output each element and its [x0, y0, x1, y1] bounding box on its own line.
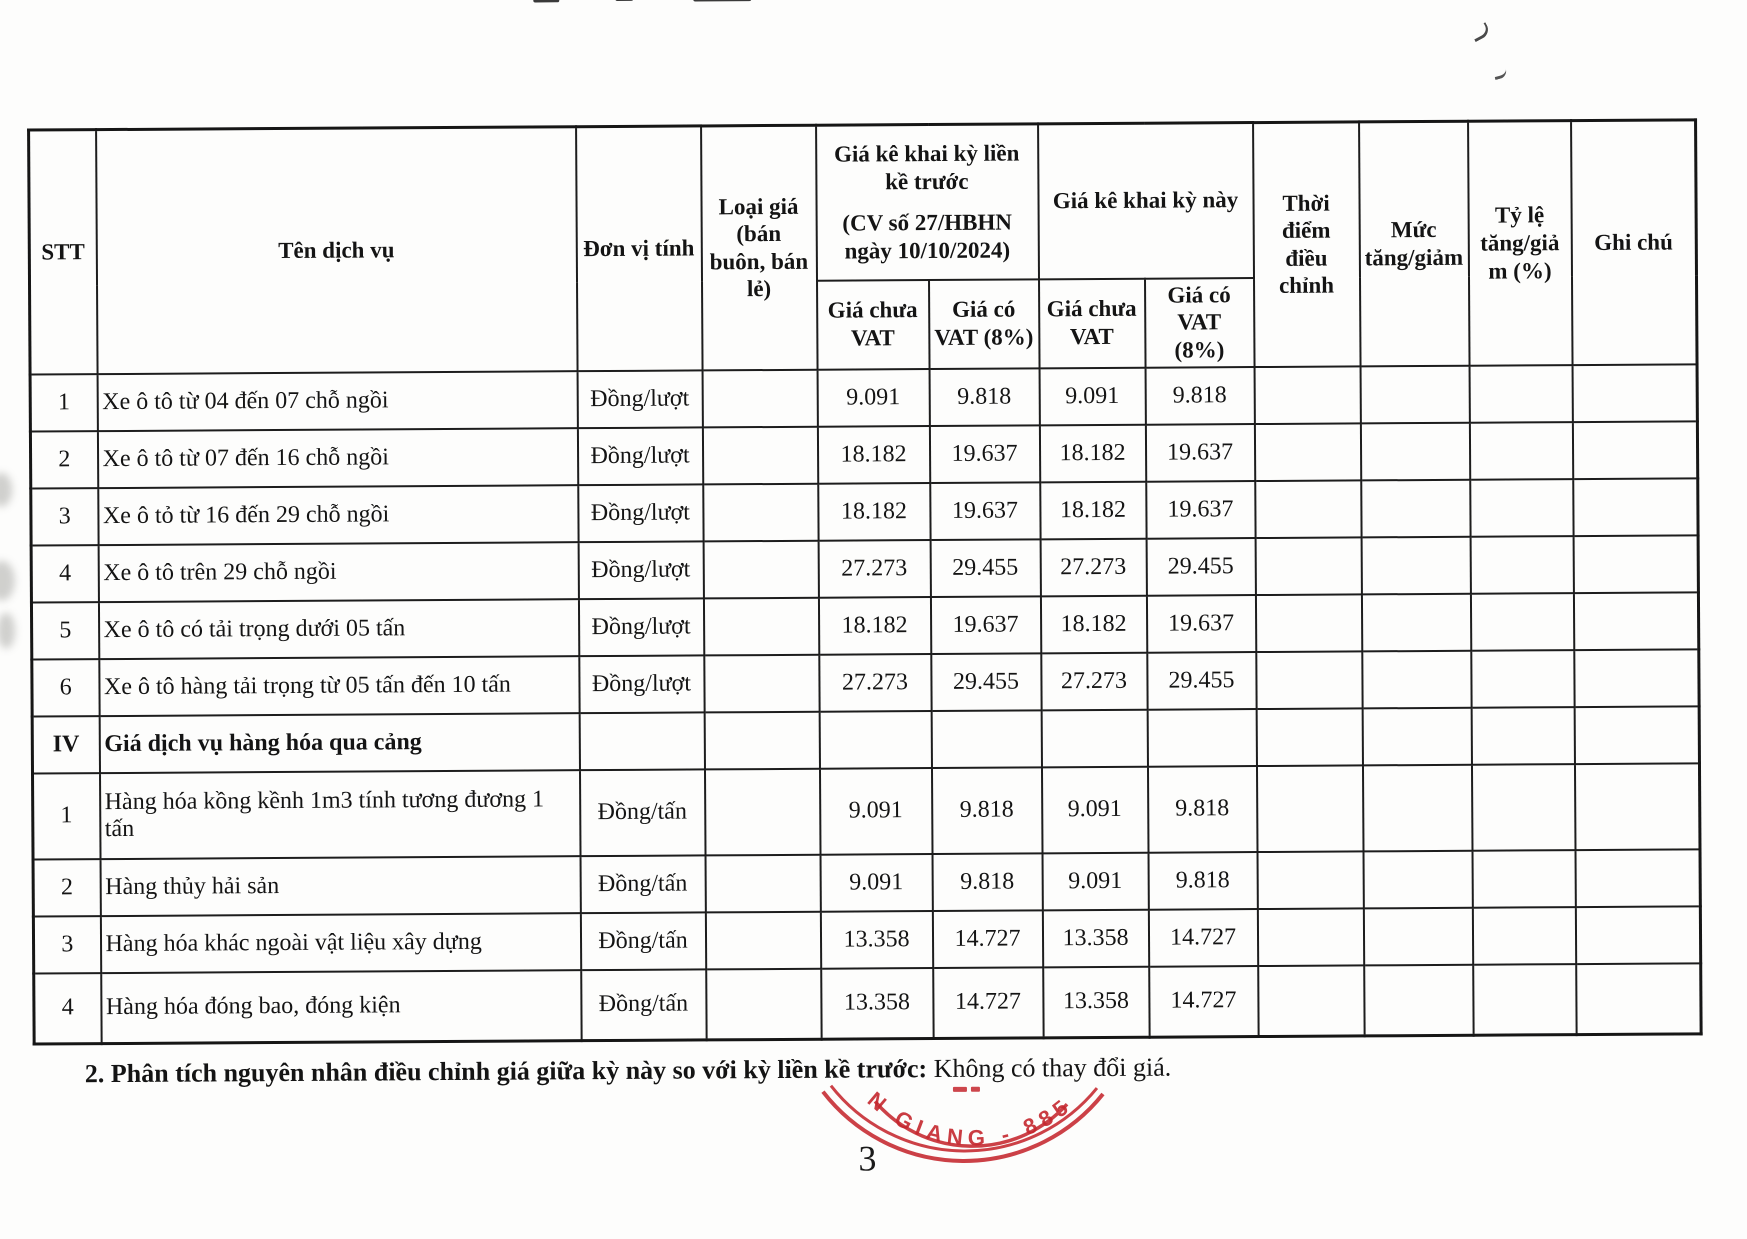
cell-change-amount [1360, 422, 1469, 480]
col-header-change-amount: Mức tăng/giảm [1359, 121, 1469, 366]
cell-adjust-time [1255, 537, 1361, 595]
stamp-arc-text: N GIANG - 885 [862, 1086, 1078, 1151]
cell-stt: 4 [34, 973, 101, 1044]
col-header-change-pct: Tỷ lệ tăng/giảm (%) [1468, 121, 1572, 366]
cell-curr-vat: 19.637 [1146, 481, 1255, 539]
cell-prev-vat: 29.455 [931, 653, 1041, 711]
scan-artifact [0, 473, 12, 507]
cell-curr-vat: 19.637 [1146, 595, 1255, 653]
cell-prev-no-vat: 18.182 [818, 483, 930, 541]
cell-change-amount [1362, 707, 1471, 765]
col-group-current-period [1038, 123, 1254, 279]
cell-change-pct [1471, 650, 1574, 708]
cell-prev-no-vat: 13.358 [821, 968, 933, 1040]
cell-stt: 2 [30, 431, 97, 488]
cell-service: Xe ô tô từ 04 đến 07 chỗ ngồi [97, 371, 577, 431]
cell-prev-no-vat: 27.273 [819, 654, 931, 712]
circular-stamp [805, 1082, 1126, 1229]
cell-curr-vat [1147, 709, 1256, 767]
cell-adjust-time [1256, 708, 1362, 766]
cell-service: Hàng hóa đóng bao, đóng kiện [101, 970, 581, 1044]
scan-artifact [1493, 66, 1508, 80]
table-row [31, 535, 1698, 602]
cell-price-type [702, 426, 817, 484]
cell-prev-no-vat: 27.273 [818, 540, 930, 598]
cell-change-pct [1472, 907, 1575, 965]
cell-unit: Đồng/tấn [580, 912, 705, 970]
cell-adjust-time [1254, 423, 1360, 481]
cell-prev-no-vat: 13.358 [820, 911, 932, 969]
cell-curr-vat: 29.455 [1146, 538, 1255, 596]
analysis-note-label: 2. Phân tích nguyên nhân điều chỉnh giá giữa kỳ này so với kỳ liền kề trước: [84, 1054, 928, 1089]
cell-curr-no-vat: 27.273 [1040, 538, 1146, 596]
cell-change-pct [1470, 593, 1573, 651]
cell-change-pct [1472, 850, 1575, 908]
table-row [33, 763, 1700, 859]
cell-unit: Đồng/tấn [579, 769, 705, 856]
subcol-prev-vat: Giá có VAT (8%) [929, 279, 1040, 369]
cell-curr-vat: 9.818 [1148, 852, 1257, 910]
cell-stt: 5 [31, 602, 98, 659]
cell-curr-no-vat [1041, 709, 1147, 767]
scan-artifact [0, 561, 15, 601]
col-group-previous-period [816, 124, 1039, 280]
cell-prev-no-vat: 9.091 [817, 369, 929, 427]
cell-price-type [703, 540, 818, 598]
cell-service: Xe ô tô trên 29 chỗ ngồi [98, 542, 578, 602]
previous-period-subtitle: (CV số 27/HBHN ngày 10/10/2024) [842, 209, 1012, 264]
cell-unit [579, 712, 704, 770]
cell-prev-vat [931, 710, 1041, 768]
table-row [33, 849, 1700, 916]
cell-stt: 1 [33, 773, 101, 859]
cell-curr-vat: 9.818 [1147, 766, 1257, 853]
cell-note [1574, 763, 1700, 850]
cell-curr-vat: 9.818 [1145, 367, 1254, 425]
cell-adjust-time [1255, 594, 1361, 652]
cell-change-amount [1362, 650, 1471, 708]
table-row [33, 906, 1700, 973]
cell-curr-no-vat: 18.182 [1040, 481, 1146, 539]
cell-adjust-time [1254, 366, 1360, 424]
cell-prev-no-vat: 9.091 [819, 768, 932, 855]
cell-prev-vat: 29.455 [930, 539, 1040, 597]
cell-adjust-time [1258, 965, 1364, 1037]
cell-note [1576, 963, 1701, 1035]
cell-change-amount [1364, 964, 1473, 1036]
cell-curr-no-vat: 13.358 [1043, 966, 1149, 1038]
cell-adjust-time [1256, 765, 1363, 852]
table-section-row [32, 706, 1699, 773]
cell-unit: Đồng/tấn [581, 969, 706, 1041]
cell-stt: 3 [31, 488, 98, 545]
cell-change-pct [1470, 536, 1573, 594]
cell-unit: Đồng/lượt [578, 598, 703, 656]
cell-curr-no-vat: 9.091 [1041, 766, 1148, 853]
cell-change-pct [1473, 964, 1576, 1036]
cell-note [1575, 849, 1700, 907]
cell-change-amount [1363, 907, 1472, 965]
cell-prev-no-vat: 18.182 [818, 597, 930, 655]
table-row [30, 421, 1697, 488]
cell-note [1572, 421, 1697, 479]
cell-adjust-time [1257, 851, 1363, 909]
table-row [32, 649, 1699, 716]
scan-artifact [1469, 22, 1491, 42]
cell-price-type [704, 768, 820, 855]
cell-unit: Đồng/lượt [578, 541, 703, 599]
cell-curr-vat: 19.637 [1145, 424, 1254, 482]
cell-adjust-time [1256, 651, 1362, 709]
cell-curr-no-vat: 18.182 [1039, 424, 1145, 482]
cell-curr-no-vat: 13.358 [1042, 909, 1148, 967]
subcol-curr-no-vat: Giá chưa VAT [1039, 278, 1146, 368]
cell-change-amount [1361, 593, 1470, 651]
cell-prev-vat: 9.818 [931, 767, 1042, 854]
cell-curr-no-vat: 9.091 [1042, 852, 1148, 910]
cell-prev-vat: 19.637 [930, 596, 1040, 654]
cell-prev-vat: 9.818 [932, 853, 1042, 911]
cell-service: Xe ô tỏ từ 16 đến 29 chỗ ngồi [98, 485, 578, 545]
cell-unit: Đồng/lượt [578, 484, 703, 542]
cell-adjust-time [1255, 480, 1361, 538]
cell-change-pct [1471, 707, 1574, 765]
current-period-title: Giá kê khai kỳ này [1052, 187, 1239, 214]
cell-change-pct [1470, 479, 1573, 537]
cell-unit: Đồng/tấn [580, 855, 705, 913]
cell-note [1574, 649, 1699, 707]
page-number: 3 [858, 1138, 877, 1179]
scan-artifact [533, 0, 559, 2]
col-header-note: Ghi chú [1571, 120, 1697, 365]
cell-stt: 3 [33, 916, 100, 973]
cell-stt: 1 [30, 374, 97, 431]
cell-prev-vat: 9.818 [929, 368, 1039, 426]
cell-price-type [702, 369, 817, 427]
table-row [34, 963, 1701, 1044]
cell-service: Giá dịch vụ hàng hóa qua cảng [99, 713, 579, 773]
scan-artifact [693, 0, 751, 1]
scan-artifact [0, 613, 15, 649]
cell-prev-no-vat: 18.182 [817, 426, 929, 484]
cell-stt: IV [32, 716, 99, 773]
subcol-prev-no-vat: Giá chưa VAT [817, 280, 930, 370]
cell-price-type [704, 711, 819, 769]
cell-price-type [705, 854, 820, 912]
cell-unit: Đồng/lượt [579, 655, 704, 713]
cell-prev-vat: 14.727 [932, 910, 1042, 968]
cell-curr-no-vat: 18.182 [1040, 595, 1146, 653]
cell-note [1574, 706, 1699, 764]
cell-price-type [703, 597, 818, 655]
table-body [30, 364, 1701, 1044]
col-header-adjust-time: Thời điểm điều chỉnh [1253, 122, 1360, 367]
col-header-service: Tên dịch vụ [96, 127, 577, 374]
cell-curr-no-vat: 27.273 [1041, 652, 1147, 710]
cell-change-pct [1469, 422, 1572, 480]
cell-service: Hàng hóa khác ngoài vật liệu xây dựng [100, 913, 580, 973]
previous-period-title: Giá kê khai kỳ liền kề trước [833, 140, 1020, 194]
cell-note [1573, 478, 1698, 536]
cell-price-type [704, 654, 819, 712]
cell-curr-vat: 29.455 [1147, 652, 1256, 710]
cell-prev-vat: 14.727 [933, 967, 1043, 1039]
col-header-unit: Đơn vị tính [576, 126, 702, 371]
scan-artifact [615, 0, 633, 1]
cell-stt: 6 [32, 659, 99, 716]
cell-unit: Đồng/lượt [577, 427, 702, 485]
cell-change-amount [1361, 536, 1470, 594]
cell-change-amount [1362, 764, 1472, 851]
cell-note [1573, 535, 1698, 593]
col-header-stt: STT [29, 130, 97, 374]
subcol-curr-vat: Giá có VAT (8%) [1144, 278, 1254, 368]
cell-unit: Đồng/lượt [577, 370, 702, 428]
cell-price-type [703, 483, 818, 541]
cell-change-amount [1361, 479, 1470, 537]
cell-change-pct [1471, 764, 1575, 851]
table-header [29, 120, 1697, 374]
cell-price-type [706, 968, 821, 1040]
table-row [30, 364, 1697, 431]
cell-price-type [705, 911, 820, 969]
cell-note [1572, 364, 1697, 422]
cell-change-pct [1469, 365, 1572, 423]
cell-curr-vat: 14.727 [1148, 909, 1257, 967]
cell-service: Xe ô tô có tải trọng dưới 05 tấn [98, 599, 578, 659]
cell-prev-vat: 19.637 [929, 425, 1039, 483]
cell-service: Hàng thủy hải sản [100, 856, 580, 916]
cell-service: Xe ô tô từ 07 đến 16 chỗ ngồi [97, 428, 577, 488]
cell-service: Xe ô tô hàng tải trọng từ 05 tấn đến 10 tấn [99, 656, 579, 716]
price-declaration-table [27, 118, 1703, 1045]
cell-note [1575, 906, 1700, 964]
table-row [31, 592, 1698, 659]
analysis-note-value: Không có thay đổi giá. [927, 1052, 1172, 1084]
cell-prev-no-vat [819, 711, 931, 769]
cell-prev-no-vat: 9.091 [820, 854, 932, 912]
cell-prev-vat: 19.637 [930, 482, 1040, 540]
cell-curr-no-vat: 9.091 [1039, 367, 1145, 425]
table-row [31, 478, 1698, 545]
cell-change-amount [1363, 850, 1472, 908]
cell-service: Hàng hóa kồng kềnh 1m3 tính tương đương 1 tấn [99, 770, 580, 859]
cell-change-amount [1360, 365, 1469, 423]
cell-curr-vat: 14.727 [1149, 966, 1258, 1038]
cell-note [1573, 592, 1698, 650]
cell-stt: 4 [31, 545, 98, 602]
cell-stt: 2 [33, 859, 100, 916]
cell-adjust-time [1257, 908, 1363, 966]
col-header-price-type: Loại giá (bán buôn, bán lẻ) [701, 125, 817, 370]
